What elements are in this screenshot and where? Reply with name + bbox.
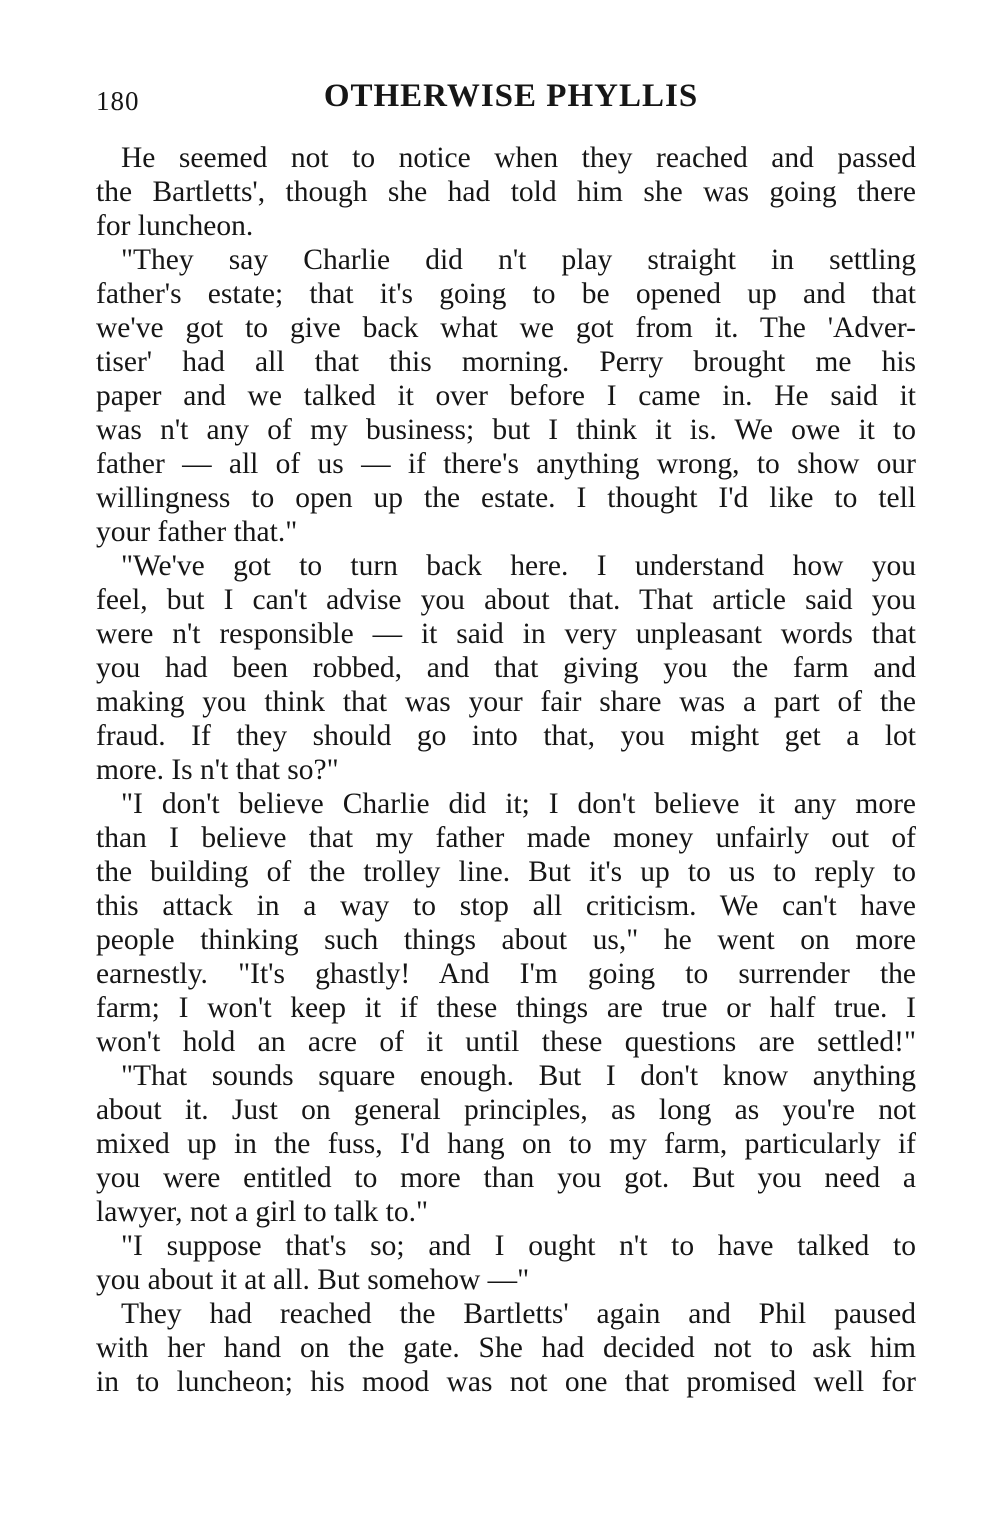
body-text xyxy=(96,141,916,1399)
text-line: willingness to open up the estate. I thought I'd like to tell xyxy=(96,482,916,514)
text-line: this attack in a way to stop all criticism. We can't have xyxy=(96,890,916,922)
text-line: tiser' had all that this morning. Perry brought me his xyxy=(96,346,916,378)
text-line: your father that." xyxy=(96,516,298,548)
text-line: more. Is n't that so?" xyxy=(96,754,339,786)
text-line: mixed up in the fuss, I'd hang on to my farm, particularly if xyxy=(96,1128,916,1160)
running-title: OTHERWISE PHYLLIS xyxy=(323,78,699,114)
text-line: "They say Charlie did n't play straight in settling xyxy=(121,244,916,276)
text-line: was n't any of my business; but I think it is. We owe it to xyxy=(96,414,916,446)
text-line: feel, but I can't advise you about that. That article said you xyxy=(96,584,916,616)
text-line: you were entitled to more than you got. But you need a xyxy=(96,1162,916,1194)
text-line: won't hold an acre of it until these questions are settled!" xyxy=(96,1026,916,1058)
page-header xyxy=(96,78,916,122)
text-line: making you think that was your fair share was a part of the xyxy=(96,686,916,718)
text-line: in to luncheon; his mood was not one that promised well for xyxy=(96,1366,916,1398)
text-line: we've got to give back what we got from it. The 'Adver- xyxy=(96,312,916,344)
text-line: "I don't believe Charlie did it; I don't believe it any more xyxy=(121,788,916,820)
text-line: with her hand on the gate. She had decided not to ask him xyxy=(96,1332,916,1364)
text-line: people thinking such things about us," he went on more xyxy=(96,924,916,956)
text-line: "That sounds square enough. But I don't know anything xyxy=(121,1060,916,1092)
text-line: earnestly. "It's ghastly! And I'm going to surrender the xyxy=(96,958,916,990)
text-line: the building of the trolley line. But it's up to us to reply to xyxy=(96,856,916,888)
text-line: father's estate; that it's going to be opened up and that xyxy=(96,278,916,310)
text-line: you about it at all. But somehow —" xyxy=(96,1264,530,1296)
text-line: about it. Just on general principles, as long as you're not xyxy=(96,1094,916,1126)
text-line: fraud. If they should go into that, you might get a lot xyxy=(96,720,916,752)
text-line: lawyer, not a girl to talk to." xyxy=(96,1196,429,1228)
text-line: They had reached the Bartletts' again and Phil paused xyxy=(121,1298,916,1330)
text-line: father — all of us — if there's anything wrong, to show our xyxy=(96,448,916,480)
text-line: farm; I won't keep it if these things are true or half true. I xyxy=(96,992,916,1024)
text-line: were n't responsible — it said in very unpleasant words that xyxy=(96,618,916,650)
page-number: 180 xyxy=(96,86,140,116)
text-line: the Bartletts', though she had told him she was going there xyxy=(96,176,916,208)
text-line: "I suppose that's so; and I ought n't to have talked to xyxy=(121,1230,916,1262)
text-line: paper and we talked it over before I came in. He said it xyxy=(96,380,916,412)
text-line: for luncheon. xyxy=(96,210,254,242)
text-line: He seemed not to notice when they reached and passed xyxy=(121,142,916,174)
text-line: you had been robbed, and that giving you the farm and xyxy=(96,652,916,684)
text-line: than I believe that my father made money unfairly out of xyxy=(96,822,916,854)
text-line: "We've got to turn back here. I understand how you xyxy=(121,550,916,582)
